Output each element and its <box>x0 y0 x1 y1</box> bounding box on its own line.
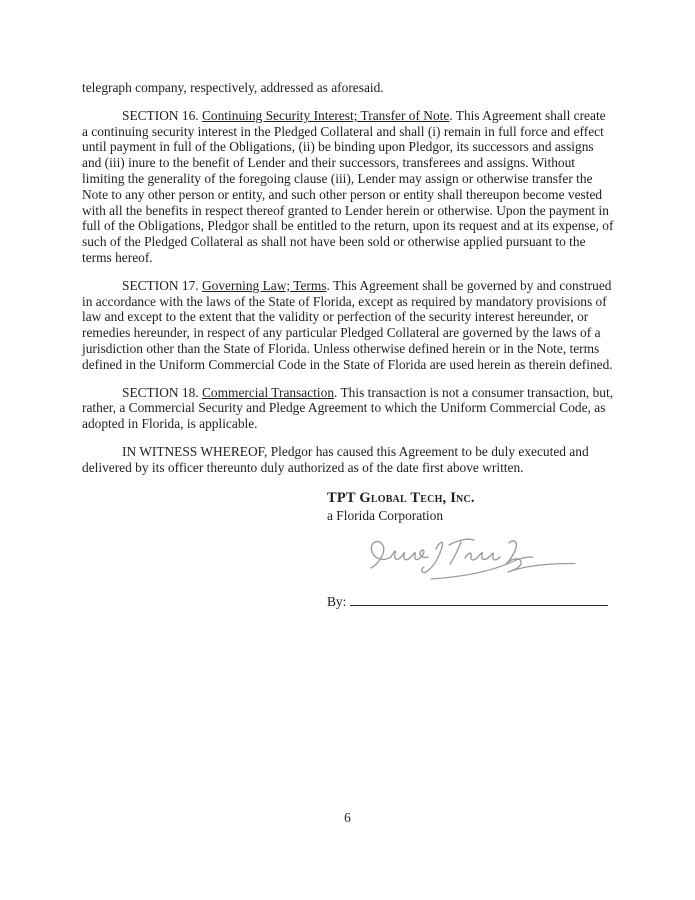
signature-block <box>327 490 614 610</box>
continuation-paragraph <box>82 80 614 96</box>
section-16-body: . This Agreement shall create a continuing security interest in the Pledged Collateral and shall (i) remain in full force and effect until payment in full of the Obligations, (ii) be binding upon Pledgor, its successors and assigns and (iii) inure to the benefit of Lender and their successors, transferees and assigns. Without limiting the generality of the foregoing clause (iii), Lender may assign or otherwise transfer the Note to any other person or entity, and such other person or entity shall thereupon become vested with all the benefits in respect thereof granted to Lender herein or otherwise. Upon the payment in full of the Obligations, Pledgor shall be entitled to the return, upon its request and at its expense, of such of the Pledged Collateral as shall not have been sold or otherwise applied pursuant to the terms hereof. <box>82 107 614 265</box>
by-signature-line <box>327 594 614 610</box>
document-body <box>82 80 614 609</box>
section-18-label: SECTION 18. <box>122 384 199 400</box>
section-17-title: Governing Law; Terms <box>201 277 327 293</box>
section-16-title: Continuing Security Interest; Transfer of Note <box>201 107 450 123</box>
by-label: By: <box>327 593 347 609</box>
witness-clause-paragraph <box>82 444 614 476</box>
section-17-body: . This Agreement shall be governed by and construed in accordance with the laws of the State of Florida, except as required by mandatory provisions of law and except to the extent that the validity or perfection of the security interest hereunder, or remedies hereunder, in respect of any particular Pledged Collateral are governed by the laws of a jurisdiction other than the State of Florida. Unless otherwise defined herein or in the Note, terms defined in the Uniform Commercial Code in the State of Florida are used herein as therein defined. <box>82 277 613 372</box>
signature-rule <box>350 604 608 606</box>
continuation-text: telegraph company, respectively, addressed as aforesaid. <box>82 80 384 95</box>
handwritten-signature <box>357 530 614 586</box>
section-18-title: Commercial Transaction <box>201 384 335 400</box>
signature-ink-icon <box>357 530 587 586</box>
section-18-body: . This transaction is not a consumer transaction, but, rather, a Commercial Security and Pledge Agreement to which the Uniform Commercial Code, as adopted in Florida, is applicable. <box>82 384 614 432</box>
page-number: 6 <box>344 810 351 825</box>
section-17-label: SECTION 17. <box>122 277 199 293</box>
company-name: TPT Global Tech, Inc. <box>327 489 475 506</box>
section-18-paragraph <box>82 385 614 432</box>
company-descriptor: a Florida Corporation <box>327 507 444 523</box>
section-16-paragraph <box>82 108 614 266</box>
section-17-paragraph <box>82 278 614 373</box>
witness-clause-text: IN WITNESS WHEREOF, Pledgor has caused this Agreement to be duly executed and delivered by its officer thereunto duly authorized as of the date first above written. <box>82 443 589 475</box>
section-16-label: SECTION 16. <box>122 107 199 123</box>
